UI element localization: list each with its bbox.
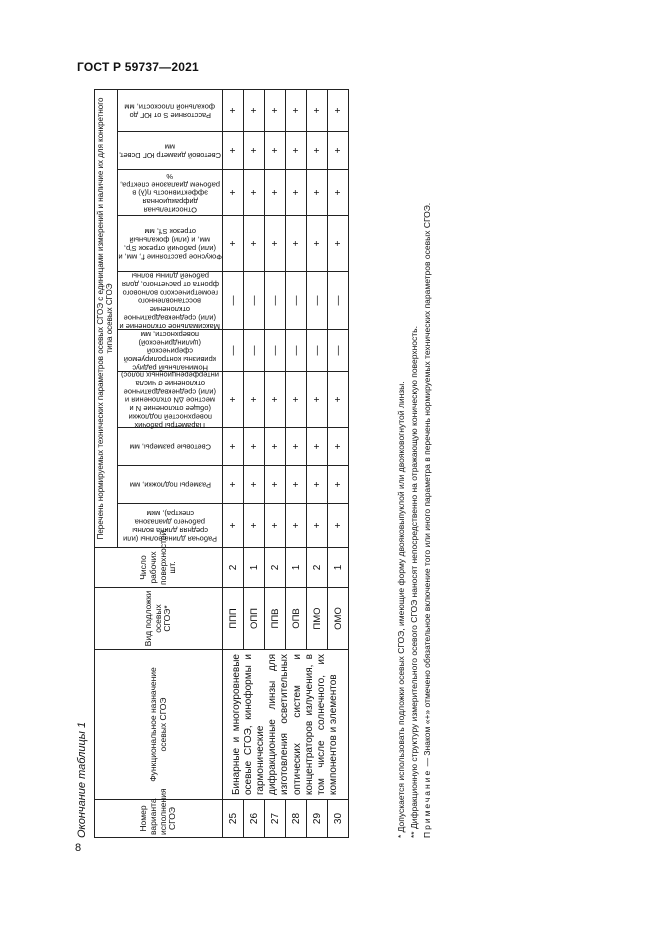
param-header: Размеры подложки, мм bbox=[118, 466, 223, 504]
note-2: ** Дифракционную структуру измерительного осевого СГОЭ наносят непосредственно на отражающую коническую поверхность. bbox=[409, 326, 420, 838]
param-cell: + bbox=[223, 216, 244, 272]
param-cell: + bbox=[286, 132, 307, 170]
table-caption: Окончание таблицы 1 bbox=[76, 721, 88, 838]
param-header: Световой диаметр ЮГ Dсвет, мм bbox=[118, 132, 223, 170]
param-cell: + bbox=[286, 372, 307, 428]
surfaces-cell: 2 bbox=[307, 548, 328, 588]
param-cell: + bbox=[307, 372, 328, 428]
param-cell: + bbox=[244, 372, 265, 428]
param-cell: + bbox=[223, 89, 244, 131]
param-header: Максимальное отклонение и (или) среднеквадратичное отклонение восстановленного геометрического волнового фронта от расчетного, доля рабочей длины волны bbox=[118, 272, 223, 330]
param-cell: + bbox=[244, 89, 265, 131]
param-cell: + bbox=[265, 466, 286, 504]
col-header-params-group: Перечень нормируемых технических параметров осевых СГОЭ с единицами измерений и наличие их для конкретного типа осевых СГОЭ bbox=[95, 89, 118, 547]
param-cell: + bbox=[286, 466, 307, 504]
param-cell: + bbox=[286, 216, 307, 272]
param-cell: + bbox=[265, 428, 286, 466]
param-cell: + bbox=[307, 89, 328, 131]
param-cell: + bbox=[307, 504, 328, 548]
param-cell: + bbox=[244, 504, 265, 548]
note-label: Примечание bbox=[422, 768, 433, 838]
param-cell: — bbox=[328, 330, 349, 372]
param-cell: + bbox=[328, 466, 349, 504]
param-cell: + bbox=[307, 466, 328, 504]
param-cell: — bbox=[328, 272, 349, 330]
param-cell: — bbox=[244, 330, 265, 372]
parameters-table bbox=[94, 89, 349, 838]
param-header: Рабочая длина волны (или средняя длина волны рабочего диапазона спектра), мкм bbox=[118, 504, 223, 548]
param-cell: + bbox=[286, 170, 307, 216]
surfaces-cell: 1 bbox=[244, 548, 265, 588]
row-number: 30 bbox=[328, 800, 349, 838]
param-cell: + bbox=[328, 504, 349, 548]
param-cell: + bbox=[328, 132, 349, 170]
col-header-purpose: Функциональное назначение осевых СГОЭ bbox=[95, 650, 223, 800]
param-cell: + bbox=[328, 89, 349, 131]
surfaces-cell: 2 bbox=[223, 548, 244, 588]
param-header: Расстояние S от ЮГ до фокальной плоскости, мм bbox=[118, 89, 223, 131]
param-cell: + bbox=[265, 132, 286, 170]
table-notes bbox=[396, 90, 435, 838]
param-cell: + bbox=[328, 428, 349, 466]
param-cell: — bbox=[307, 330, 328, 372]
param-cell: + bbox=[286, 428, 307, 466]
param-cell: + bbox=[286, 89, 307, 131]
param-cell: — bbox=[265, 272, 286, 330]
substrate-cell: ОПП bbox=[244, 588, 265, 650]
param-cell: + bbox=[223, 428, 244, 466]
param-cell: + bbox=[307, 170, 328, 216]
rotated-table-block bbox=[76, 90, 460, 838]
note-3 bbox=[422, 90, 433, 838]
page-number: 8 bbox=[75, 842, 82, 854]
param-header: Фокусное расстояние f', мм, и (или) рабочий отрезок S'p, мм, и (или) фокальный отрезок S'f, мм bbox=[118, 216, 223, 272]
row-number: 28 bbox=[286, 800, 307, 838]
purpose-cell: Бинарные и многоуровневые осевые СГОЭ, киноформы и гармонические дифракционные линзы для изготовления осветительных оптических систем и концентраторов излучения, в том числе солнечного, их компонентов и элементов bbox=[223, 650, 349, 800]
param-cell: + bbox=[265, 216, 286, 272]
param-cell: + bbox=[244, 170, 265, 216]
param-cell: + bbox=[223, 504, 244, 548]
param-cell: + bbox=[286, 504, 307, 548]
param-header: Относительная дифракционная эффективность η(λ) в рабочем диапазоне спектра, % bbox=[118, 170, 223, 216]
surfaces-cell: 1 bbox=[286, 548, 307, 588]
param-cell: — bbox=[307, 272, 328, 330]
col-header-surfaces: Число рабочих поверхностей, шт. bbox=[95, 548, 223, 588]
param-header: Световые размеры, мм bbox=[118, 428, 223, 466]
document-header: ГОСТ Р 59737—2021 bbox=[77, 60, 199, 74]
param-cell: + bbox=[307, 428, 328, 466]
param-cell: + bbox=[328, 372, 349, 428]
param-cell: + bbox=[223, 132, 244, 170]
param-cell: + bbox=[265, 372, 286, 428]
table-row bbox=[223, 89, 244, 837]
param-cell: — bbox=[286, 272, 307, 330]
param-cell: + bbox=[223, 372, 244, 428]
surfaces-cell: 1 bbox=[328, 548, 349, 588]
param-cell: + bbox=[265, 170, 286, 216]
col-header-substrate: Вид подложки осевых СГОЭ* bbox=[95, 588, 223, 650]
substrate-cell: ОПВ bbox=[286, 588, 307, 650]
param-cell: + bbox=[244, 216, 265, 272]
row-number: 26 bbox=[244, 800, 265, 838]
param-cell: + bbox=[223, 170, 244, 216]
substrate-cell: ППП bbox=[223, 588, 244, 650]
col-header-number: Номер варианта исполнения СГОЭ bbox=[95, 800, 223, 838]
param-cell: + bbox=[307, 216, 328, 272]
param-cell: + bbox=[328, 216, 349, 272]
param-cell: + bbox=[265, 504, 286, 548]
param-cell: + bbox=[244, 466, 265, 504]
param-cell: + bbox=[244, 428, 265, 466]
param-cell: + bbox=[223, 466, 244, 504]
param-cell: — bbox=[223, 330, 244, 372]
param-cell: — bbox=[265, 330, 286, 372]
row-number: 29 bbox=[307, 800, 328, 838]
param-cell: + bbox=[307, 132, 328, 170]
note-1: * Допускается использовать подложки осевых СГОЭ, имеющие форму двояковыпуклой или двояковогнутой линзы. bbox=[396, 381, 406, 838]
param-header: Номинальный радиус кривизны контролируемой сферической (цилиндрической) поверхности, мм bbox=[118, 330, 223, 372]
surfaces-cell: 2 bbox=[265, 548, 286, 588]
note-text: — Знаком «+» отмечено обязательное включение того или иного параметра в перечень нормируемых технических параметров осевых СГОЭ. bbox=[422, 202, 433, 769]
row-number: 25 bbox=[223, 800, 244, 838]
param-cell: — bbox=[223, 272, 244, 330]
param-cell: — bbox=[244, 272, 265, 330]
param-header: Параметры рабочих поверхностей подложки (общее отклонение N и местное ΔN отклонения и (или) среднеквадратичное отклонение σ числа интерференционных полос) bbox=[118, 372, 223, 428]
substrate-cell: ПМО bbox=[307, 588, 328, 650]
substrate-cell: ППВ bbox=[265, 588, 286, 650]
param-cell: + bbox=[328, 170, 349, 216]
row-number: 27 bbox=[265, 800, 286, 838]
substrate-cell: ОМО bbox=[328, 588, 349, 650]
param-cell: — bbox=[286, 330, 307, 372]
param-cell: + bbox=[244, 132, 265, 170]
param-cell: + bbox=[265, 89, 286, 131]
